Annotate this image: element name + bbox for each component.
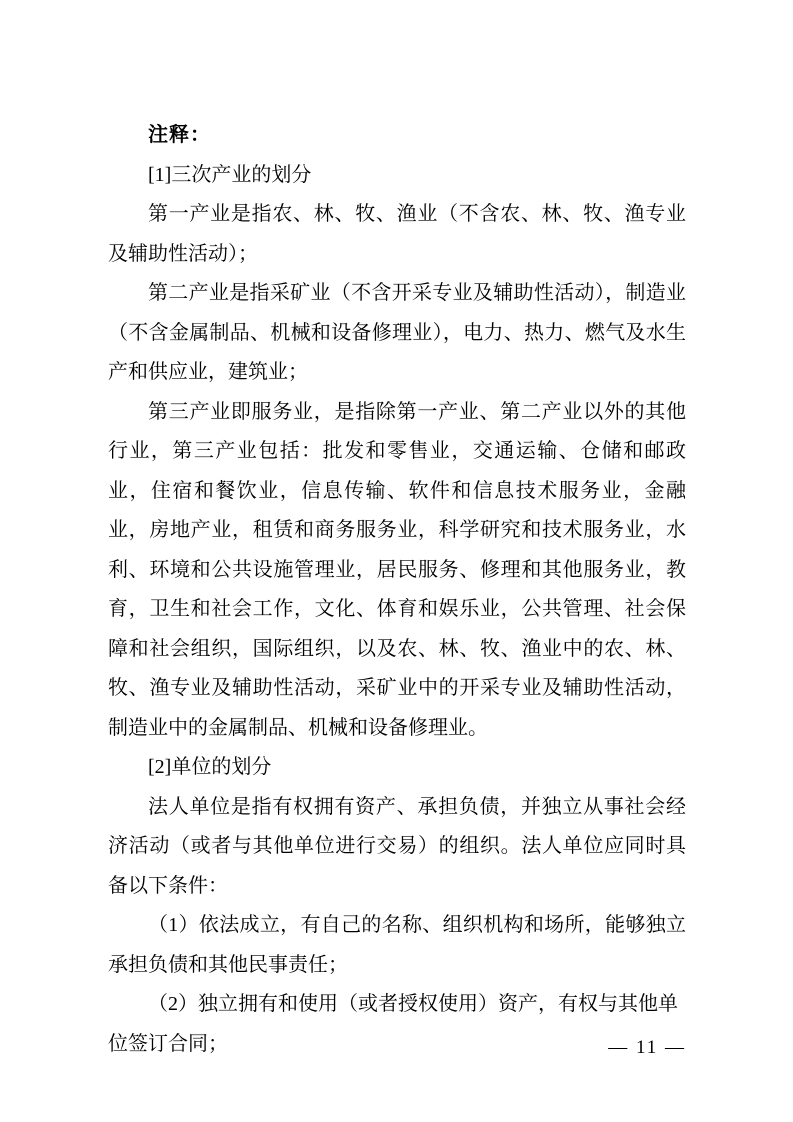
page-number: — 11 — (608, 1037, 686, 1058)
notes-section (108, 116, 686, 1064)
paragraph-condition-1: （1）依法成立，有自己的名称、组织机构和场所，能够独立承担负债和其他民事责任； (108, 914, 686, 976)
paragraph-secondary-industry: 第二产业是指采矿业（不含开采专业及辅助性活动），制造业（不含金属制品、机械和设备修理业），电力、热力、燃气及水生产和供应业，建筑业； (108, 282, 686, 383)
paragraph-condition-2: （2）独立拥有和使用（或者授权使用）资产，有权与其他单位签订合同； (108, 993, 678, 1055)
paragraph-legal-unit-definition: 法人单位是指有权拥有资产、承担负债，并独立从事社会经济活动（或者与其他单位进行交易）的组织。法人单位应同时具备以下条件： (108, 795, 686, 897)
paragraph-primary-industry: 第一产业是指农、林、牧、渔业（不含农、林、牧、渔专业及辅助性活动）； (108, 203, 686, 265)
paragraph-unit-division-title: [2]单位的划分 (148, 756, 272, 778)
notes-heading: 注释： (148, 124, 211, 146)
paragraph-tertiary-industry: 第三产业即服务业，是指除第一产业、第二产业以外的其他行业，第三产业包括：批发和零售业，交通运输、仓储和邮政业，住宿和餐饮业，信息传输、软件和信息技术服务业，金融业，房地产业，租赁和商务服务业，科学研究和技术服务业，水利、环境和公共设施管理业，居民服务、修理和其他服务业，教育，卫生和社会工作，文化、体育和娱乐业，公共管理、社会保障和社会组织，国际组织，以及农、林、牧、渔业中的农、林、牧、渔专业及辅助性活动，采矿业中的开采专业及辅助性活动，制造业中的金属制品、机械和设备修理业。 (108, 400, 686, 739)
paragraph-three-industries-title: [1]三次产业的划分 (148, 163, 312, 186)
